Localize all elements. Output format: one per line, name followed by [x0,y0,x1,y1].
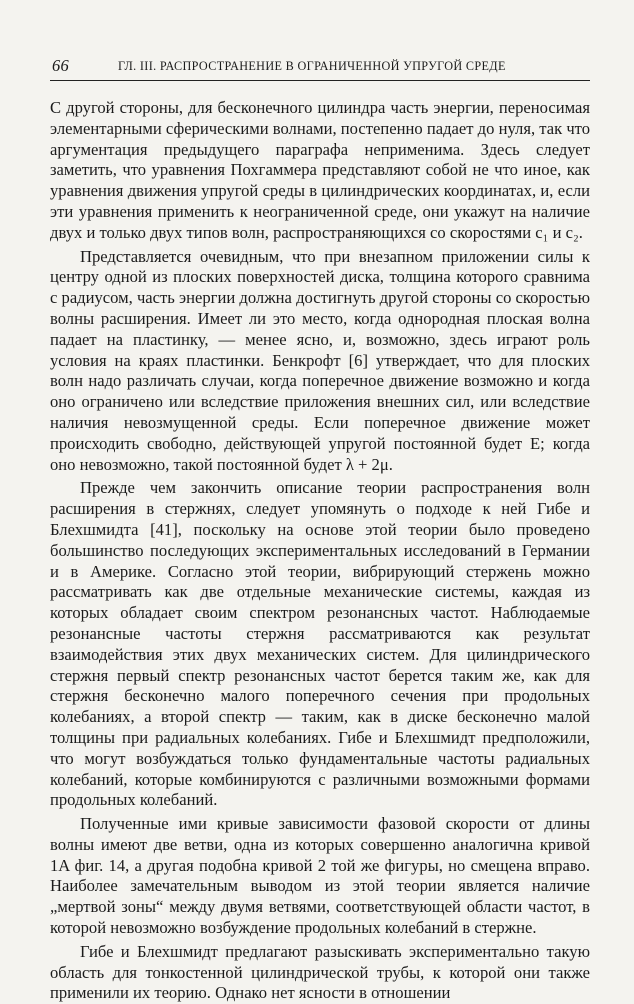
paragraph: Прежде чем закончить описание теории распространения волн расширения в стержнях, следует упомянуть о подходе к ней Гибе и Блехшмидта [41], поскольку на основе этой теории было проведено большинство последующих экспериментальных исследований в Германии и в Америке. Согласно этой теории, вибрирующий стержень можно рассматривать как две отдельные механические системы, каждая из которых обладает своим спектром резонансных частот. Наблюдаемые резонансные частоты стержня рассматриваются как результат взаимодействия этих двух механических систем. Для цилиндрического стержня первый спектр резонансных частот берется таким же, как для стержня бесконечно малого поперечного сечения при продольных колебаниях, а второй спектр — таким, как в диске бесконечно малой толщины при радиальных колебаниях. Гибе и Блехшмидт предположили, что могут возбуждаться только фундаментальные частоты радиальных колебаний, которые комбинируются с различными возможными формами продольных колебаний. [50,478,590,810]
page-number: 66 [52,56,69,75]
paragraph: Гибе и Блехшмидт предлагают разыскивать экспериментально такую область для тонкостенной цилиндрической трубы, к которой они также применили их теорию. Однако нет ясности в отношении [50,941,590,1003]
paragraph: С другой стороны, для бесконечного цилиндра часть энергии, переносимая элементарными сферическими волнами, постепенно падает до нуля, так что аргументация предыдущего параграфа неприменима. Здесь следует заметить, что уравнения Похгаммера представляют собой не что иное, как уравнения движения упругой среды в цилиндрических координатах, и, если эти уравнения применить к неограниченной среде, они укажут на наличие двух и только двух типов волн, распространяющихся со скоростями c₁ и c₂. [50,98,590,242]
running-title: ГЛ. III. РАСПРОСТРАНЕНИЕ В ОГРАНИЧЕННОЙ УПРУГОЙ СРЕДЕ [118,59,506,73]
paragraph: Полученные ими кривые зависимости фазовой скорости от длины волны имеют две ветви, одна из которых совершенно аналогична кривой 1A фиг. 14, а другая подобна кривой 2 той же фигуры, но смещена вправо. Наиболее замечательным выводом из этой теории является наличие „мертвой зоны“ между двумя ветвями, соответствующей области частот, в которой невозможно возбуждение продольных колебаний в стержне. [50,814,590,938]
paragraph: Представляется очевидным, что при внезапном приложении силы к центру одной из плоских поверхностей диска, толщина которого сравнима с радиусом, часть энергии должна достигнуть другой стороны со скоростью волны расширения. Имеет ли это место, когда однородная плоская волна падает на пластинку, — менее ясно, и, возможно, здесь играют роль условия на краях пластинки. Бенкрофт [6] утверждает, что для плоских волн надо различать случаи, когда поперечное движение возможно и когда оно ограничено или вследствие приложения внешних сил, или вследствие наличия невозмущенной среды. Если поперечное движение может происходить свободно, действующей упругой постоянной будет E; когда оно невозможно, такой постоянной будет λ + 2μ. [50,246,590,474]
body-text [50,98,590,1004]
running-header [50,54,590,81]
